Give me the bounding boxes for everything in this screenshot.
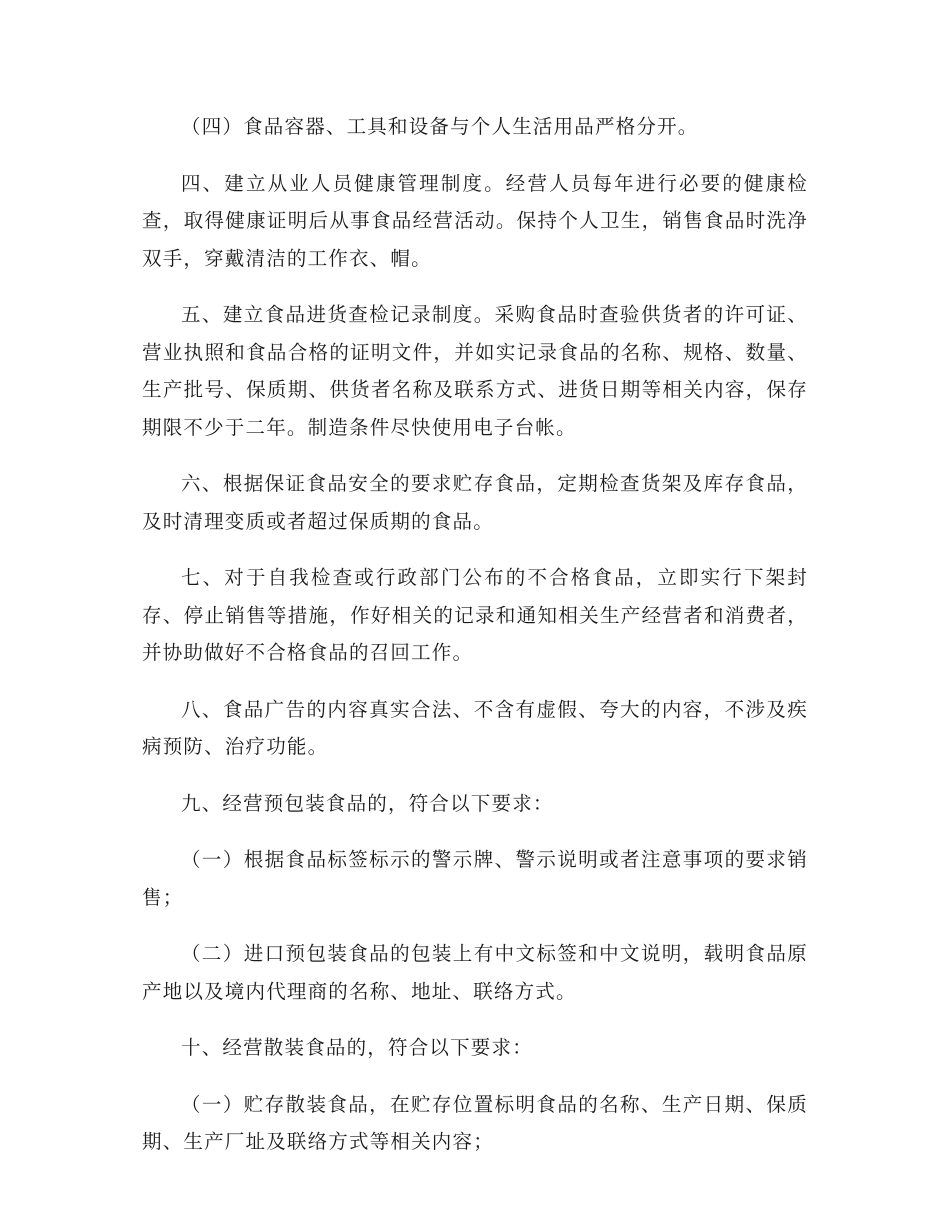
paragraph-prepackaged-requirements: 九、经营预包装食品的，符合以下要求： (181, 791, 554, 815)
paragraph-health-management: 四、建立从业人员健康管理制度。经营人员每年进行必要的健康检查，取得健康证明后从事食品经营活动。保持个人卫生，销售食品时洗净双手，穿戴清洁的工作衣、帽。 (142, 171, 808, 270)
paragraph-prepackaged-item-1: （一）根据食品标签标示的警示牌、警示说明或者注意事项的要求销售； (142, 848, 808, 909)
paragraph-purchase-inspection-records: 五、建立食品进货查检记录制度。采购食品时查验供货者的许可证、营业执照和食品合格的证明文件，并如实记录食品的名称、规格、数量、生产批号、保质期、供货者名称及联系方式、进货日期等相关内容，保存期限不少于二年。制造条件尽快使用电子台帐。 (142, 303, 808, 439)
paragraph-food-advertising: 八、食品广告的内容真实合法、不含有虚假、夸大的内容，不涉及疾病预防、治疗功能。 (142, 697, 808, 758)
paragraph-bulk-food-item-1: （一）贮存散装食品，在贮存位置标明食品的名称、生产日期、保质期、生产厂址及联络方式等相关内容； (142, 1092, 808, 1153)
paragraph-bulk-food-requirements: 十、经营散装食品的，符合以下要求： (181, 1036, 533, 1059)
paragraph-food-storage: 六、根据保证食品安全的要求贮存食品，定期检查货架及库存食品，及时清理变质或者超过保质期的食品。 (142, 472, 808, 533)
paragraph-4-equipment-separation: （四）食品容器、工具和设备与个人生活用品严格分开。 (181, 115, 699, 138)
document-body (142, 108, 808, 1180)
paragraph-prepackaged-item-2: （二）进口预包装食品的包装上有中文标签和中文说明，载明食品原产地以及境内代理商的名称、地址、联络方式。 (142, 942, 808, 1003)
paragraph-nonconforming-food: 七、对于自我检查或行政部门公布的不合格食品，立即实行下架封存、停止销售等措施，作好相关的记录和通知相关生产经营者和消费者，并协助做好不合格食品的召回工作。 (142, 566, 808, 664)
